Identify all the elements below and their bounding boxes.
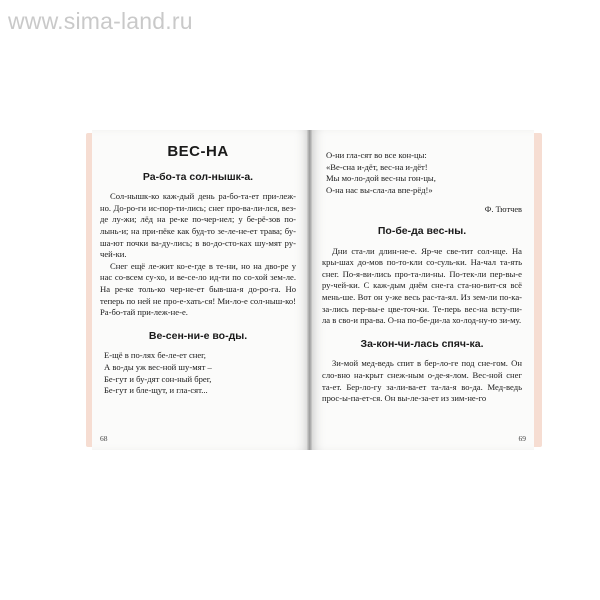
story-title-pobeda-vesny: По-бе-да вес-ны.: [377, 224, 467, 237]
poem-line: Бе-гут и бле-щут, и гла-сят...: [104, 385, 208, 396]
poem-line: О-на нас вы-сла-ла впе-рёд!»: [326, 184, 433, 195]
story-title-zakonchilas-spyachka: За-кон-чи-лась спяч-ка.: [360, 337, 484, 350]
poem-line: Мы мо-ло-дой вес-ны гон-цы,: [326, 173, 436, 184]
story-paragraph: Дни ста-ли длин-не-е. Яр-че све-тит сол-нце. На кры-шах до-мов по-то-кли со-суль-ки. На-чал та-ять снег. По-я-ви-лись про-та-ли-ны. По-тек-ли пер-вы-е ру-чей-ки. С каж-дым днём сне-га ста-но-вит-ся всё мень-ше. Вот он у-же весь рас-та-ял. Из зем-ли по-ка-за-лись пер-вы-е цве-точ-ки. Те-перь вес-на всту-пи-ла в сво-и пра-ва. О-на по-бе-ди-ла хо-лод-ну-ю зи-му.: [322, 245, 522, 326]
poem-line: «Ве-сна и-дёт, вес-на и-дёт!: [326, 161, 428, 172]
right-page: [310, 130, 534, 450]
poem-line: Бе-гут и бу-дят сон-ный брег,: [104, 373, 212, 384]
story-paragraph: Сол-нышк-ко каж-дый день ра-бо-та-ет при-леж-но. До-ро-ги ис-пор-ти-лись; снег про-ва-ли-лся, вез-де лу-жи; лёд на ре-ке по-чер-нел; у бе-рё-зов по-лынь-и; на при-пёке как буд-то зе-ле-не-ет трава; бу-ша-ют почки ва-ду-лись; в во-до-сто-ках шу-мят ру-чей-ки.: [100, 191, 296, 260]
poem-line: О-ни гла-сят во все кон-цы:: [326, 150, 427, 160]
watermark: www.sima-land.ru: [8, 8, 193, 34]
poem-verse: [322, 150, 522, 196]
poem-verse: [100, 350, 296, 396]
open-book: [86, 130, 542, 450]
book-cover-edge-right: [534, 133, 542, 447]
book-gutter: [307, 130, 312, 450]
story-paragraph: Зи-мой мед-ведь спит в бер-ло-ге под сне-гом. Он сло-вно на-крыт снеж-ным о-де-я-лом. Вес-ной снег та-ет. Бер-ло-гу за-ли-ва-ет та-ла-я во-да. Мед-ведь прос-ы-па-ет-ся. Он вы-ле-за-ет из зим-не-го: [322, 358, 522, 404]
story-title-rabota-solnyshka: Ра-бо-та сол-нышк-а.: [142, 170, 254, 183]
story-paragraph: Снег ещё ле-жит ко-е-где в те-ни, но на дво-ре у нас со-всем су-хо, и ве-се-ло ид-ти по со-хой зем-ле. На ре-ке толь-ко чер-не-ет быв-ша-я до-ро-га. Но теперь по ней не про-е-хать-ся! Ми-ло-е сол-ныш-ко! Ра-бо-тай при-леж-не-е.: [100, 260, 296, 318]
poem-line: А во-ды уж вес-ной шу-мят –: [104, 361, 212, 372]
story-title-vesennie-vody: Ве-сен-ни-е во-ды.: [148, 329, 248, 342]
poem-author: Ф. Тютчев: [484, 205, 522, 215]
page-number-left: 68: [100, 434, 108, 443]
left-page: [92, 130, 310, 450]
poem-line: Е-щё в по-лях бе-ле-ет снег,: [104, 350, 206, 361]
page-number-right: 69: [518, 434, 526, 443]
chapter-title: ВЕС-НА: [167, 143, 229, 160]
